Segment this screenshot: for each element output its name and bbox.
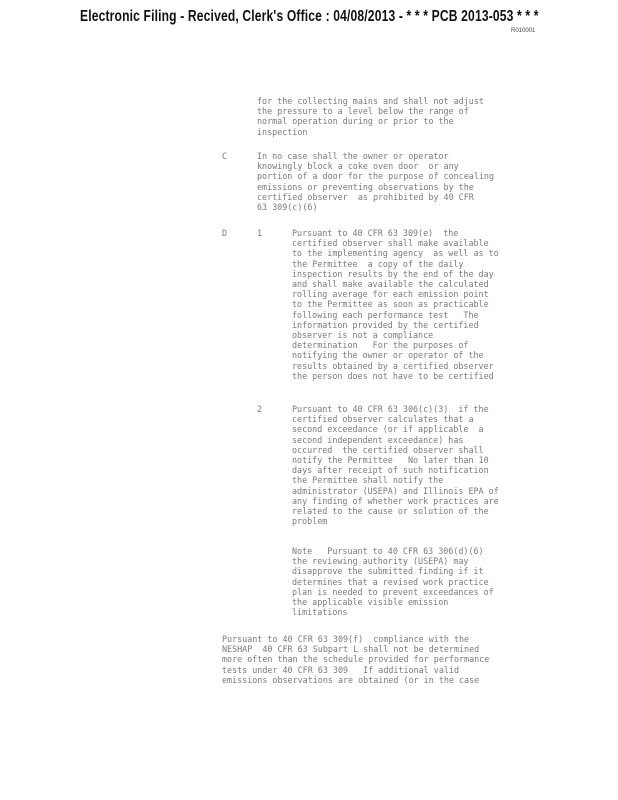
item-d2-label: 2 [257,404,263,414]
closing-paragraph: Pursuant to 40 CFR 63 309(f) compliance with the NESHAP 40 CFR 63 Subpart L shall not be determined more often than the schedule provided for performance tests under 40 CFR 63 309 If additional valid emissions observations are obtained (or in the case [222,634,490,685]
page-code: R010001 [511,28,536,34]
intro-paragraph: for the collecting mains and shall not adjust the pressure to a level below the range of normal operation during or prior to the inspection [257,96,484,137]
item-d-label: D [222,228,228,238]
item-d1-label: 1 [257,228,263,238]
note-paragraph: Note Pursuant to 40 CFR 63 306(d)(6) the reviewing authority (USEPA) may disapprove the submitted finding if it determines that a revised work practice plan is needed to prevent exceedances of the applicable visible emission limitations [292,546,494,618]
electronic-filing-header: Electronic Filing - Recived, Clerk's Office : 04/08/2013 - * * * PCB 2013-053 * * * [80,8,539,25]
item-c-text: In no case shall the owner or operator knowingly block a coke oven door or any portion of a door for the purpose of concealing emissions or preventing observations by the certified observer as prohibited by 40 CFR 63 309(c)(6) [257,151,494,213]
item-c-label: C [222,151,228,161]
item-d1-text: Pursuant to 40 CFR 63 309(e) the certified observer shall make available to the implementing agency as well as to the Permittee a copy of the daily inspection results by the end of the day and shall make available the calculated rolling average for each emission point to the Permittee as soon as practicable following each performance test The information provided by the certified observer is not a compliance determination For the purposes of notifying the owner or operator of the results obtained by a certified observer the person does not have to be certified [292,228,499,381]
item-d2-text: Pursuant to 40 CFR 63 306(c)(3) if the certified observer calculates that a second exceedance (or if applicable a second independent exceedance) has occurred the certified observer shall notify the Permittee No later than 10 days after receipt of such notification the Permittee shall notify the administrator (USEPA) and Illinois EPA of any finding of whether work practices are related to the cause or solution of the problem [292,404,499,527]
